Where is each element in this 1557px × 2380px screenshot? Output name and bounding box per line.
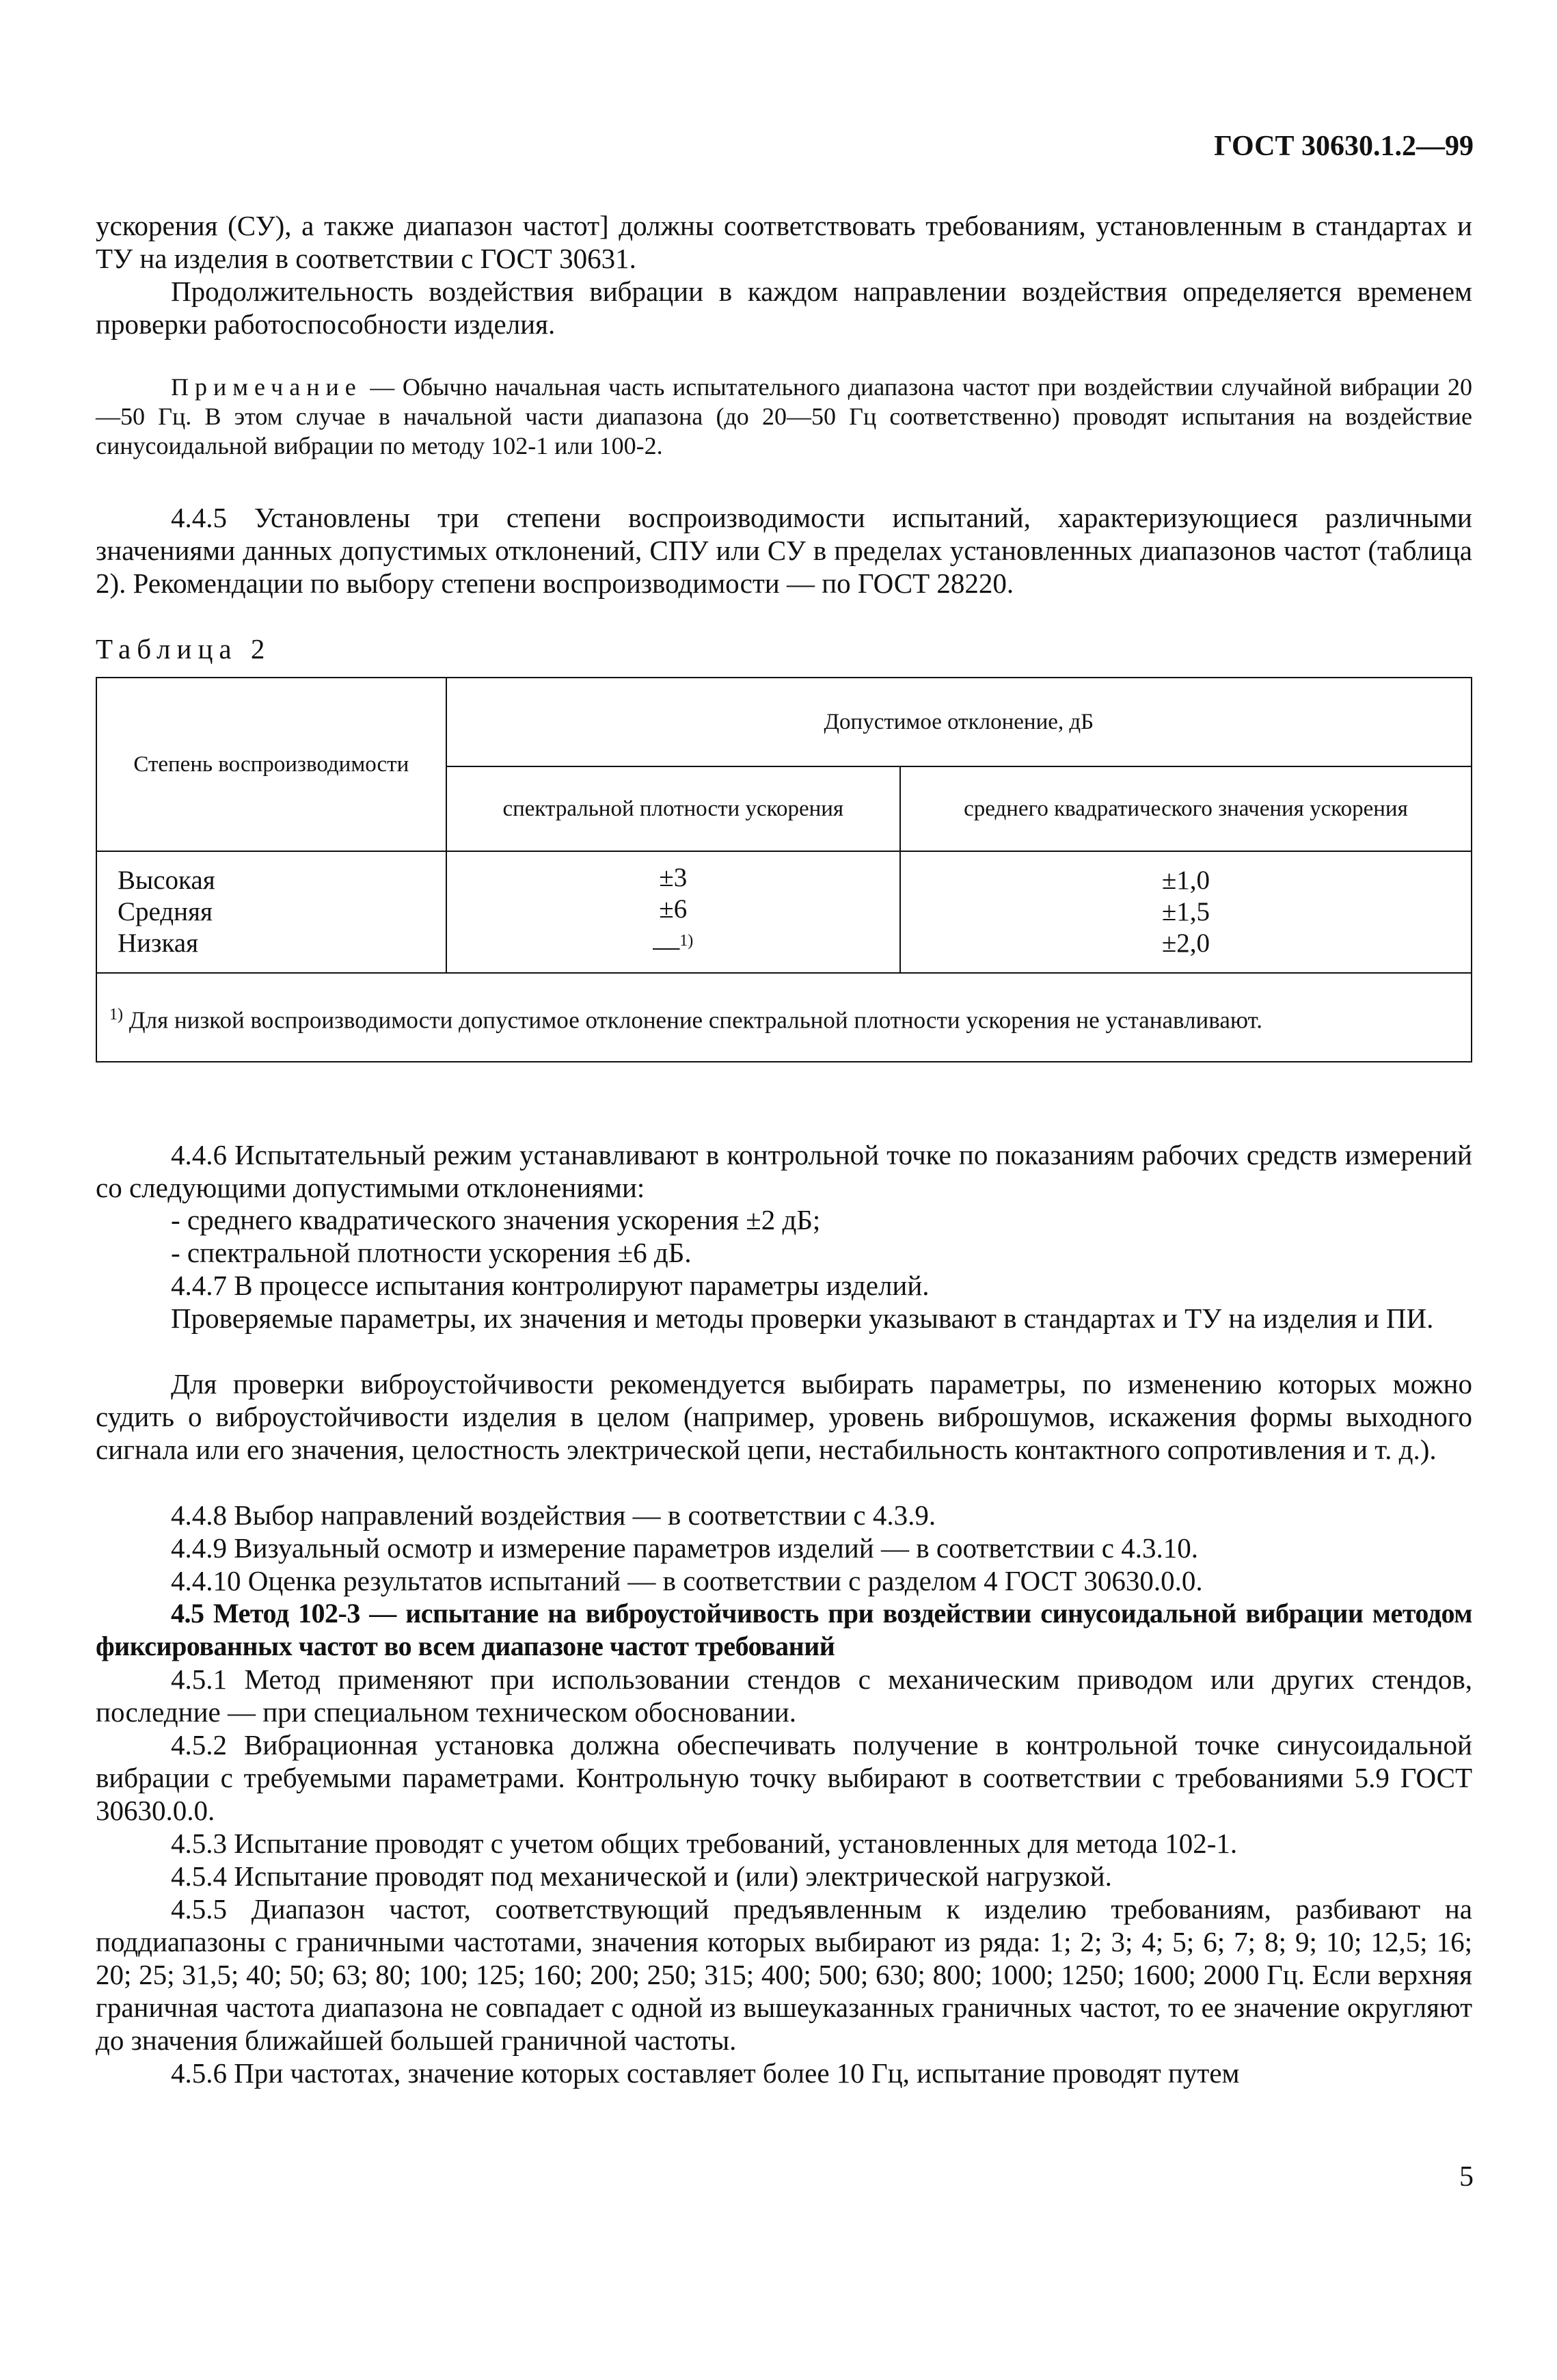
rms-high: ±1,0 bbox=[1161, 866, 1210, 895]
paragraph-4-4-5: 4.4.5 Установлены три степени воспроизводимости испытаний, характеризующиеся различными значениями данных допустимых отклонений, СПУ или СУ в пределах установленных диапазонов частот (таблица 2). Рекомендации по выбору степени воспроизводимости — по ГОСТ 28220. bbox=[96, 502, 1472, 599]
paragraph-4-4-10: 4.4.10 Оценка результатов испытаний — в соответствии с разделом 4 ГОСТ 30630.0.0. bbox=[171, 1565, 1203, 1596]
paragraph-4-5-2: 4.5.2 Вибрационная установка должна обеспечивать получение в контрольной точке синусоидальной вибрации с требуемыми параметрами. Контрольную точку выбирают в соответствии с требованиями 5.9 ГОСТ 30630.0.0. bbox=[96, 1729, 1472, 1826]
table-footnote bbox=[96, 973, 1472, 1062]
rms-medium: ±1,5 bbox=[1161, 897, 1210, 926]
spectral-cell bbox=[446, 851, 900, 973]
footnote-text: Для низкой воспроизводимости допустимое отклонение спектральной плотности ускорения не устанавливают. bbox=[123, 1006, 1262, 1034]
rms-low: ±2,0 bbox=[1161, 928, 1210, 958]
table-footnote-row bbox=[96, 973, 1472, 1062]
paragraph-duration: Продолжительность воздействия вибрации в каждом направлении воздействия определяется временем проверки работоспособности изделия. bbox=[96, 276, 1472, 340]
paragraph-continuation: ускорения (СУ), а также диапазон частот] должны соответствовать требованиям, установленным в стандартах и ТУ на изделия в соответствии с ГОСТ 30631. bbox=[96, 210, 1472, 274]
paragraph-4-4-7: 4.4.7 В процессе испытания контролируют параметры изделий. bbox=[171, 1270, 930, 1301]
spectral-medium: ±6 bbox=[659, 894, 688, 924]
document-code: ГОСТ 30630.1.2—99 bbox=[1214, 131, 1474, 162]
paragraph-4-4-7-recommendation: Для проверки виброустойчивости рекомендуется выбирать параметры, по изменению которых можно судить о виброустойчивости изделия в целом (например, уровень виброшумов, искажения формы выходного сигнала или его значения, целостность электрической цепи, нестабильность контактного сопротивления и т. д.). bbox=[96, 1368, 1472, 1465]
footnote-mark: 1) bbox=[109, 1005, 123, 1024]
table-header-row-1 bbox=[96, 678, 1472, 766]
paragraph-4-4-6: 4.4.6 Испытательный режим устанавливают в контрольной точке по показаниям рабочих средств измерений со следующими допустимыми отклонениями: bbox=[96, 1139, 1472, 1203]
paragraph-4-5-3: 4.5.3 Испытание проводят с учетом общих требований, установленных для метода 102-1. bbox=[171, 1828, 1238, 1859]
paragraph-4-5-5: 4.5.5 Диапазон частот, соответствующий предъявленным к изделию требованиям, разбивают на поддиапазоны с граничными частотами, значения которых выбирают из ряда: 1; 2; 3; 4; 5; 6; 7; 8; 9; 10; 12,5; 16; 20; 25; 31,5; 40; 50; 63; 80; 100; 125; 160; 200; 250; 315; 400; 500; 630; 800; 1000; 1250; 1600; 2000 Гц. Если верхняя граничная частота диапазона не совпадает с одной из вышеуказанных граничных частот, то ее значение округляют до значения ближайшей большей граничной частоты. bbox=[96, 1893, 1472, 2056]
spectral-high: ±3 bbox=[659, 862, 688, 892]
degree-low: Низкая bbox=[118, 928, 199, 958]
spectral-low-value: — bbox=[653, 931, 680, 961]
section-heading-4-5: 4.5 Метод 102-3 — испытание на виброустойчивость при воздействии синусоидальной вибрации методом фиксированных частот во всем диапазоне частот требований bbox=[96, 1598, 1472, 1661]
table-caption: Таблица 2 bbox=[96, 633, 271, 665]
degree-cell bbox=[96, 851, 446, 973]
header-rms: среднего квадратического значения ускорения bbox=[900, 766, 1472, 851]
header-spectral: спектральной плотности ускорения bbox=[446, 766, 900, 851]
spectral-low bbox=[454, 925, 893, 963]
header-degree: Степень воспроизводимости bbox=[96, 678, 446, 851]
degree-medium: Средняя bbox=[118, 897, 213, 926]
paragraph-4-4-7-parameters: Проверяемые параметры, их значения и методы проверки указывают в стандартах и ТУ на изделия и ПИ. bbox=[171, 1302, 1434, 1334]
paragraph-4-5-4: 4.5.4 Испытание проводят под механической и (или) электрической нагрузкой. bbox=[171, 1860, 1112, 1892]
header-group: Допустимое отклонение, дБ bbox=[446, 678, 1472, 766]
footnote-ref: 1) bbox=[679, 931, 694, 950]
paragraph-4-4-8: 4.4.8 Выбор направлений воздействия — в соответствии с 4.3.9. bbox=[171, 1499, 936, 1531]
list-item-rms: - среднего квадратического значения ускорения ±2 дБ; bbox=[171, 1204, 821, 1235]
table-body-row bbox=[96, 851, 1472, 973]
paragraph-4-4-9: 4.4.9 Визуальный осмотр и измерение параметров изделий — в соответствии с 4.3.10. bbox=[171, 1532, 1198, 1564]
note bbox=[96, 373, 1472, 461]
page-number: 5 bbox=[1459, 2161, 1474, 2193]
paragraph-4-5-1: 4.5.1 Метод применяют при использовании стендов с механическим приводом или других стендов, последние — при специальном техническом обосновании. bbox=[96, 1663, 1472, 1728]
list-item-spectral: - спектральной плотности ускорения ±6 дБ. bbox=[171, 1237, 692, 1268]
degree-high: Высокая bbox=[118, 866, 215, 895]
note-label: Примечание bbox=[171, 373, 362, 401]
note-text: — Обычно начальная часть испытательного диапазона частот при воздействии случайной вибрации 20—50 Гц. В этом случае в начальной части диапазона (до 20—50 Гц соответственно) проводят испытания на воздействие синусоидальной вибрации по методу 102-1 или 100-2. bbox=[96, 373, 1472, 459]
rms-cell bbox=[900, 851, 1472, 973]
paragraph-4-5-6: 4.5.6 При частотах, значение которых составляет более 10 Гц, испытание проводят путем bbox=[171, 2057, 1240, 2089]
table-2 bbox=[96, 677, 1472, 1062]
